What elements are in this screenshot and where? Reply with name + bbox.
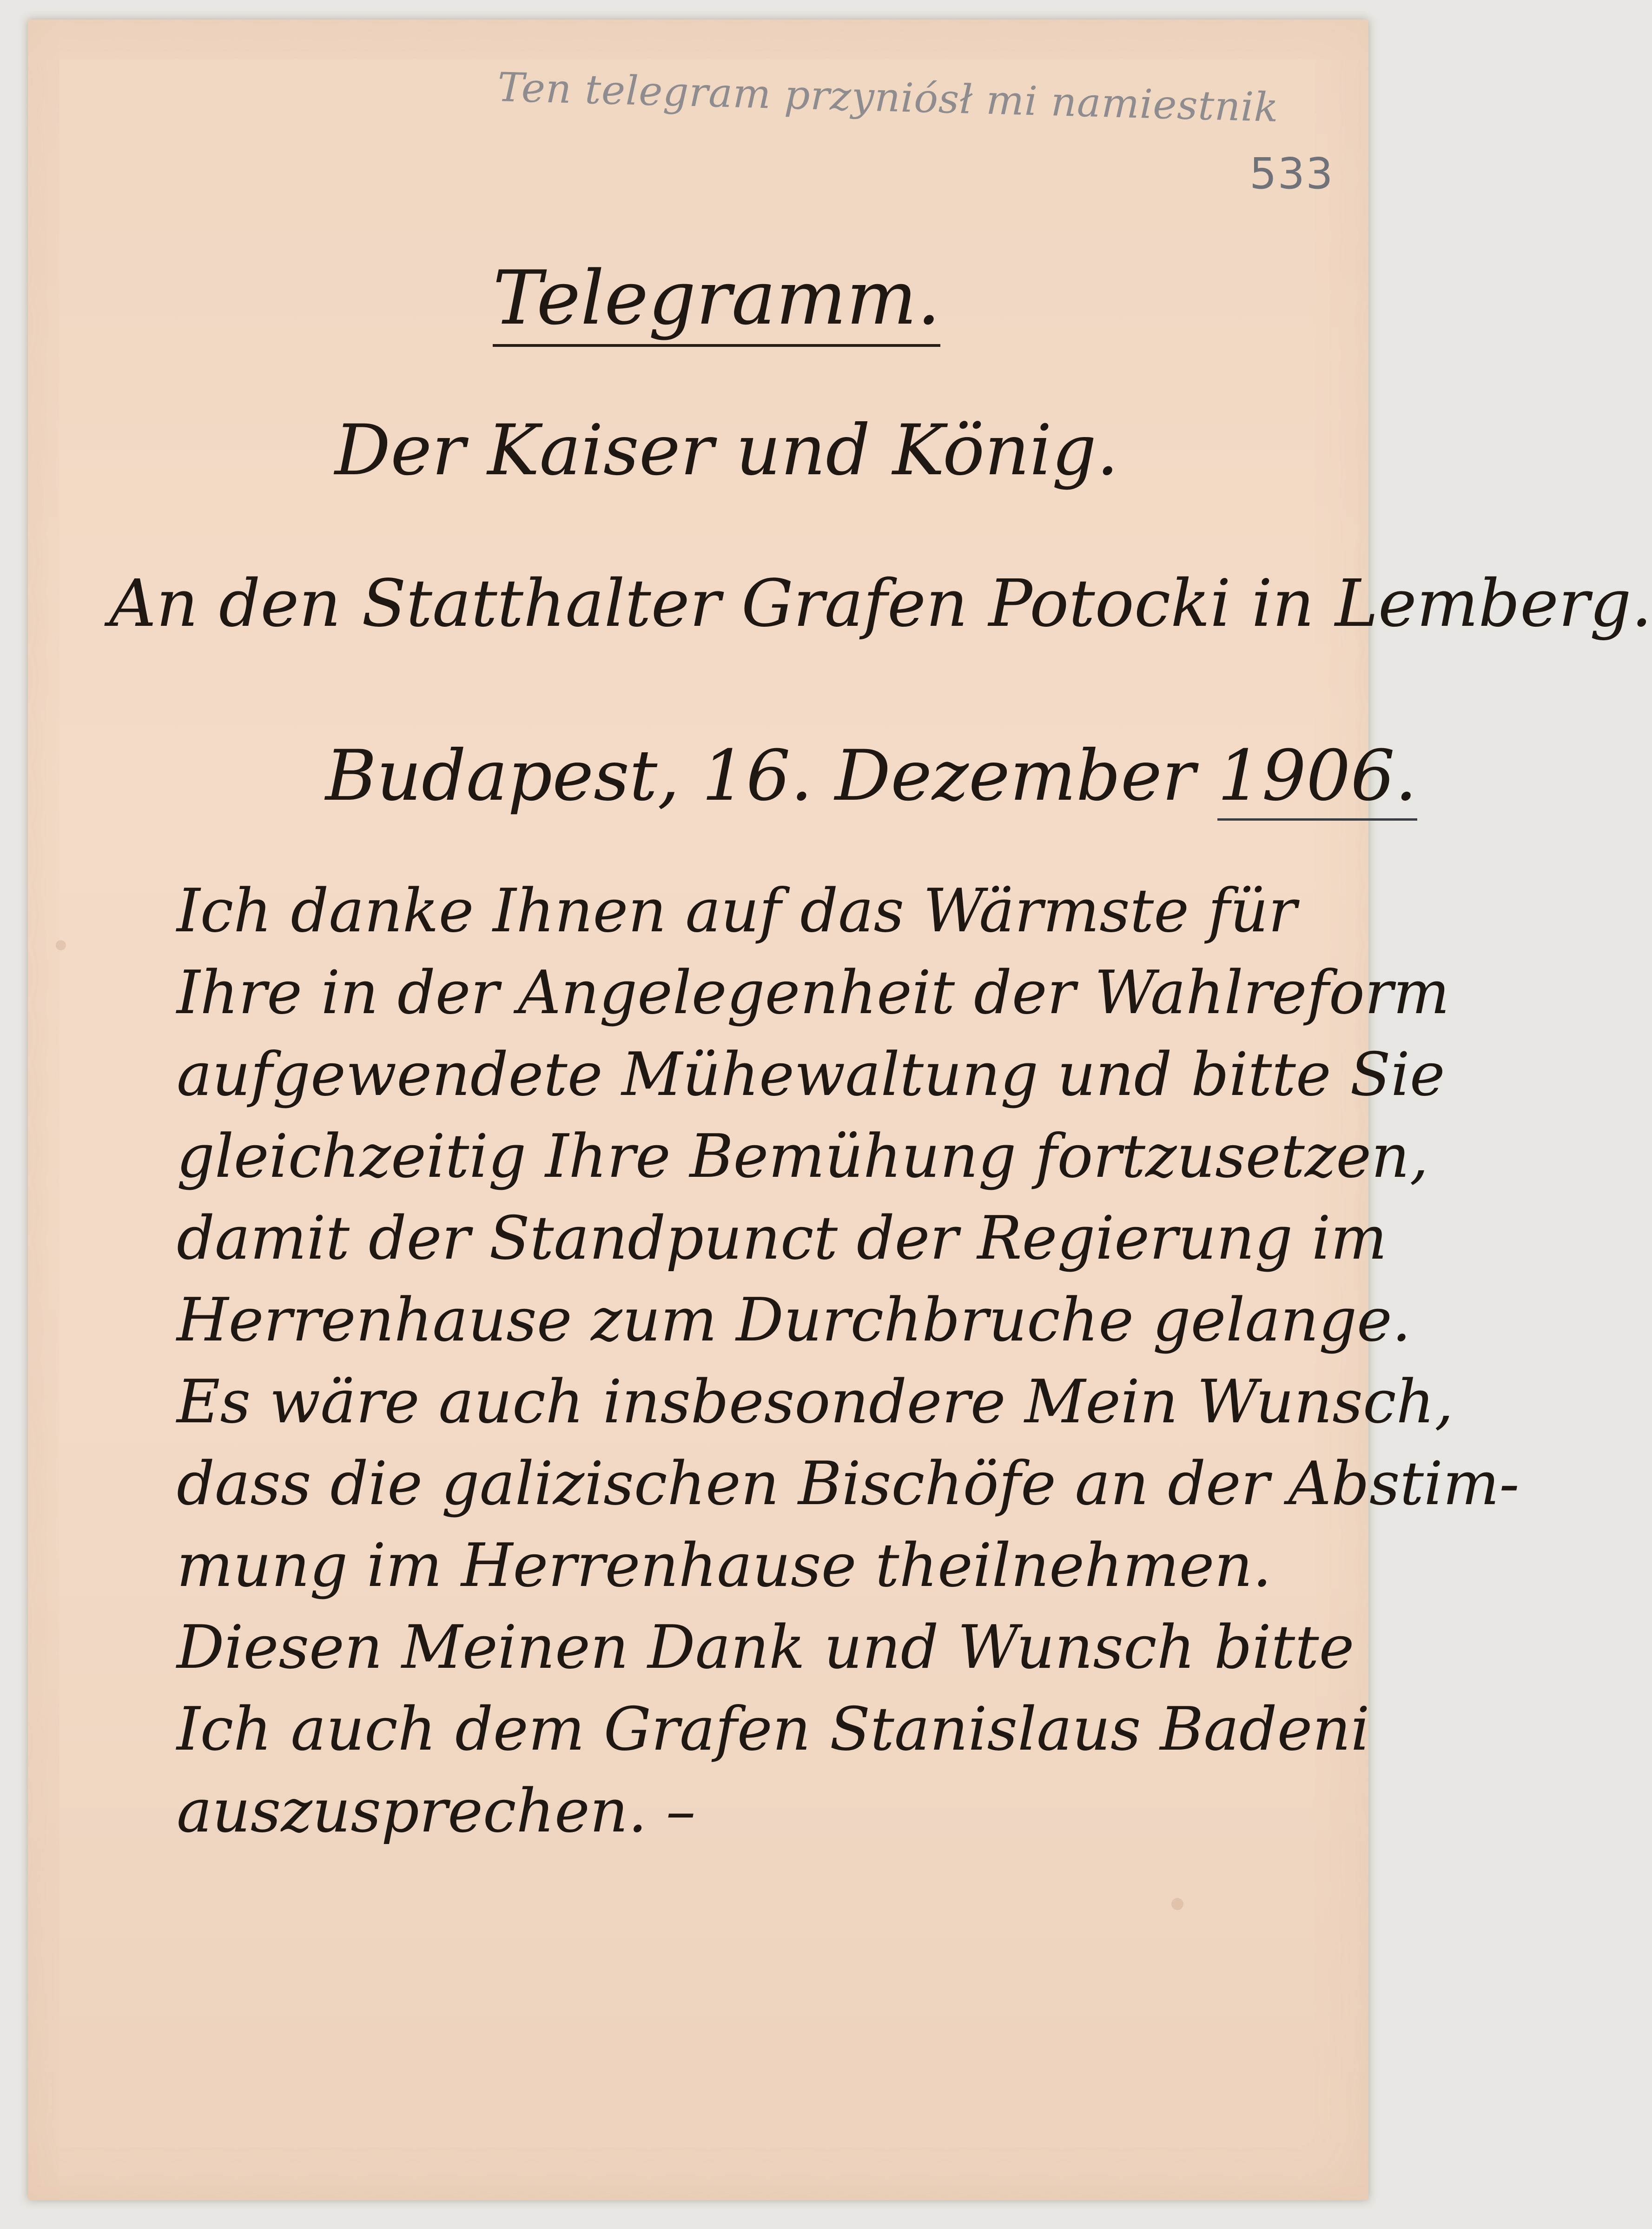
body-line: Diesen Meinen Dank und Wunsch bitte — [177, 1613, 1355, 1682]
paper-stain — [56, 940, 66, 950]
dateline-place-date: Budapest, 16. Dezember — [325, 736, 1218, 816]
pencil-annotation: Ten telegram przyniósł mi namiestnik — [496, 64, 1280, 131]
body-line: Ich auch dem Grafen Stanislaus Badeni — [177, 1695, 1370, 1764]
body-line: aufgewendete Mühewaltung und bitte Sie — [177, 1040, 1445, 1109]
document-title: Telegramm. — [493, 254, 940, 347]
sender-line: Der Kaiser und König. — [335, 410, 1119, 491]
body-line: Herrenhause zum Durchbruche gelange. — [177, 1286, 1411, 1355]
body-line: dass die galizischen Bischöfe an der Abstim- — [177, 1449, 1520, 1519]
dateline — [325, 736, 1417, 821]
body-line: auszusprechen. – — [177, 1777, 696, 1846]
body-line: Ihre in der Angelegenheit der Wahlreform — [177, 958, 1450, 1028]
recipient-line: An den Statthalter Grafen Potocki in Lemberg. — [109, 566, 1652, 642]
body-line: mung im Herrenhause theilnehmen. — [177, 1531, 1272, 1600]
body-line: gleichzeitig Ihre Bemühung fortzusetzen, — [177, 1122, 1429, 1191]
dateline-year: 1906. — [1217, 736, 1417, 821]
body-line: damit der Standpunct der Regierung im — [177, 1204, 1387, 1273]
body-line: Es wäre auch insbesondere Mein Wunsch, — [177, 1367, 1454, 1437]
body-line: Ich danke Ihnen auf das Wärmste für — [177, 876, 1297, 946]
archive-page-number: 533 — [1249, 149, 1334, 199]
telegram-sheet — [28, 20, 1652, 2200]
paper-stain — [1171, 1898, 1183, 1910]
message-body — [177, 870, 1520, 1852]
